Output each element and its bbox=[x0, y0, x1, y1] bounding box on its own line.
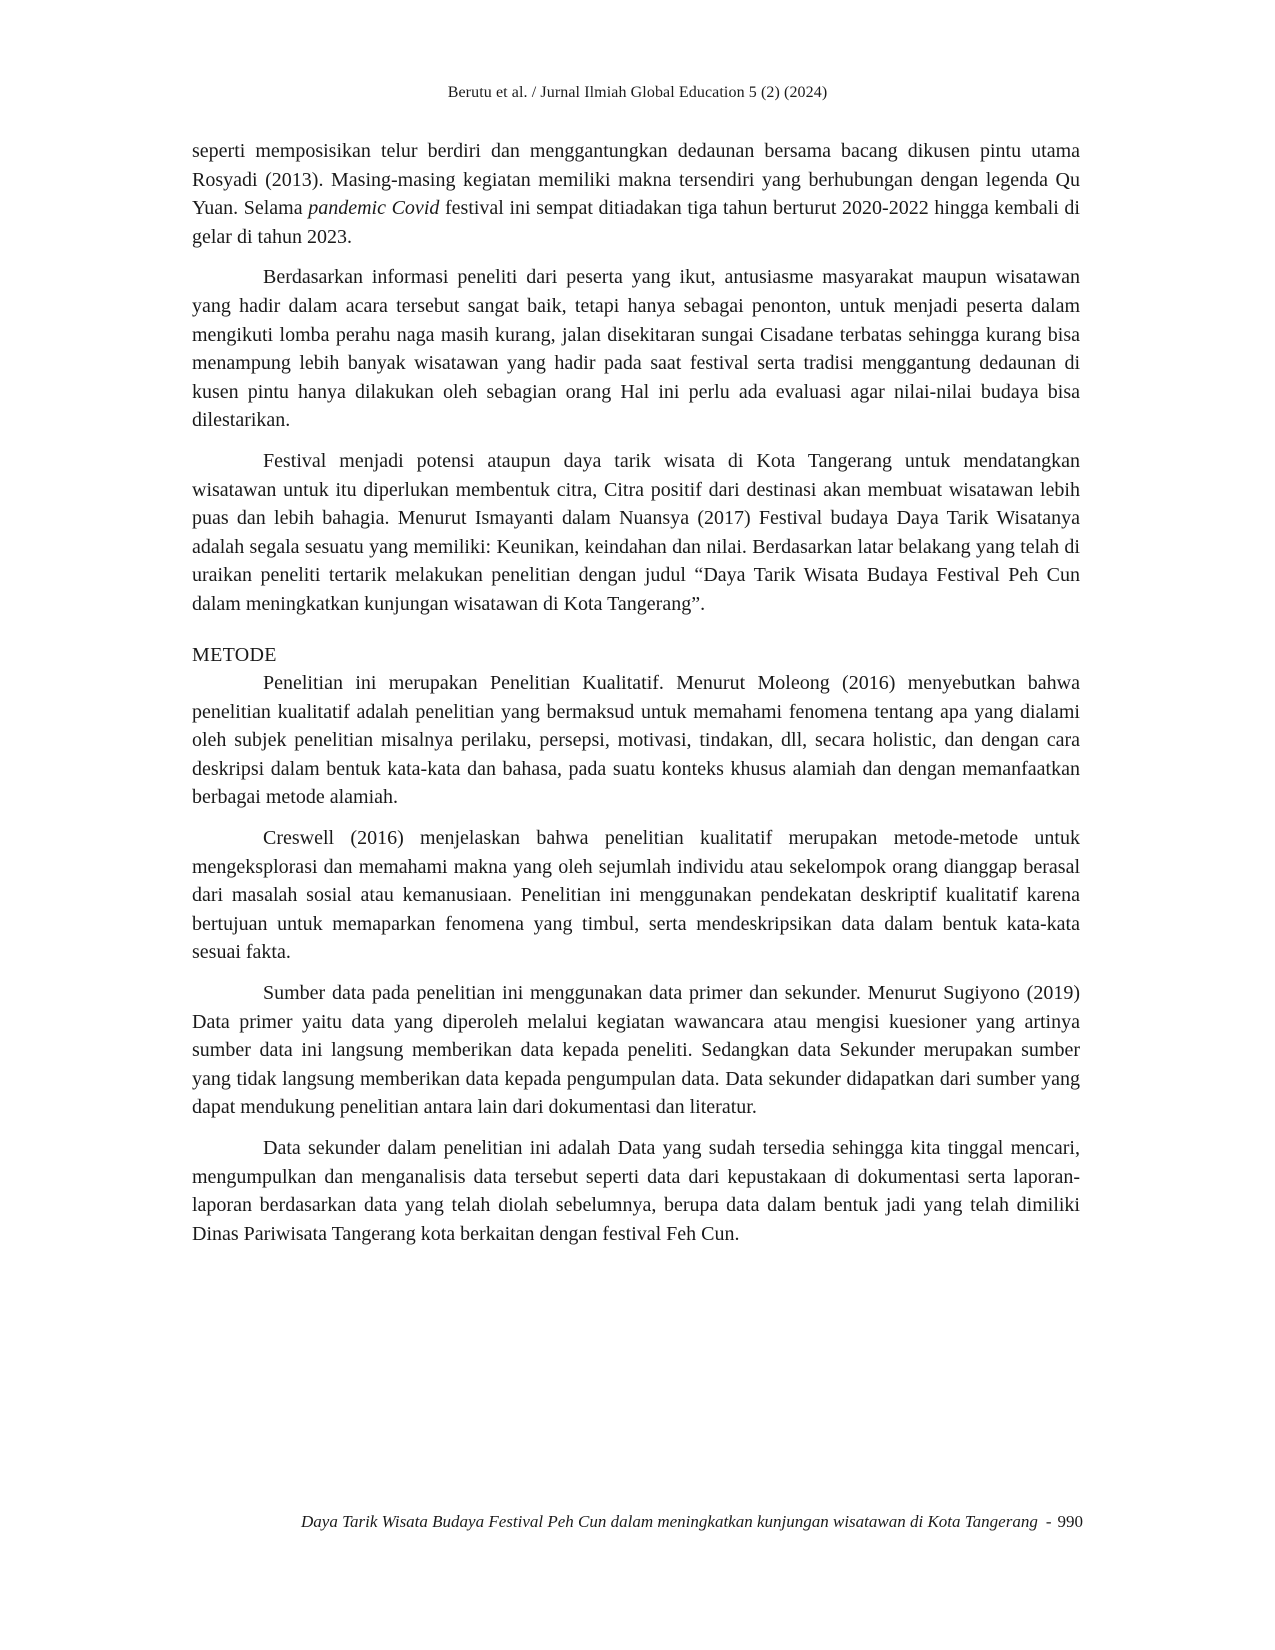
metode-paragraph-4: Data sekunder dalam penelitian ini adalah Data yang sudah tersedia sehingga kita tinggal mencari, mengumpulkan dan menganalisis data tersebut seperti data dari kepustakaan di dokumentasi serta laporan-laporan berdasarkan data yang telah diolah sebelumnya, berupa data dalam bentuk jadi yang telah dimiliki Dinas Pariwisata Tangerang kota berkaitan dengan festival Feh Cun. bbox=[192, 1137, 1080, 1245]
metode-paragraph-3: Sumber data pada penelitian ini menggunakan data primer dan sekunder. Menurut Sugiyono (2019) Data primer yaitu data yang diperoleh melalui kegiatan wawancara atau mengisi kuesioner yang artinya sumber data ini langsung memberikan data kepada peneliti. Sedangkan data Sekunder merupakan sumber yang tidak langsung memberikan data kepada pengumpulan data. Data sekunder didapatkan dari sumber yang dapat mendukung penelitian antara lain dari dokumentasi dan literatur. bbox=[192, 982, 1080, 1119]
intro-paragraph-2: Berdasarkan informasi peneliti dari peserta yang ikut, antusiasme masyarakat maupun wisatawan yang hadir dalam acara tersebut sangat baik, tetapi hanya sebagai penonton, untuk menjadi peserta dalam mengikuti lomba perahu naga masih kurang, jalan disekitaran sungai Cisadane terbatas sehingga kurang bisa menampung lebih banyak wisatawan yang hadir pada saat festival serta tradisi menggantung dedaunan di kusen pintu hanya dilakukan oleh sebagian orang Hal ini perlu ada evaluasi agar nilai-nilai budaya bisa dilestarikan. bbox=[192, 266, 1080, 432]
intro-paragraph-1-text-b: festival ini sempat ditiadakan tiga tahun berturut 2020-2022 hingga kembali di gelar di tahun 2023. bbox=[192, 197, 1080, 248]
intro-paragraph-3: Festival menjadi potensi ataupun daya tarik wisata di Kota Tangerang untuk mendatangkan wisatawan untuk itu diperlukan membentuk citra, Citra positif dari destinasi akan membuat wisatawan lebih puas dan lebih bahagia. Menurut Ismayanti dalam Nuansya (2017) Festival budaya Daya Tarik Wisatanya adalah segala sesuatu yang memiliki: Keunikan, keindahan dan nilai. Berdasarkan latar belakang yang telah di uraikan peneliti tertarik melakukan penelitian dengan judul “Daya Tarik Wisata Budaya Festival Peh Cun dalam meningkatkan kunjungan wisatawan di Kota Tangerang”. bbox=[192, 449, 1080, 615]
section-heading-metode: METODE bbox=[192, 643, 277, 666]
metode-paragraph-1: Penelitian ini merupakan Penelitian Kualitatif. Menurut Moleong (2016) menyebutkan bahwa penelitian kualitatif adalah penelitian yang bermaksud untuk memahami fenomena tentang apa yang dialami oleh subjek penelitian misalnya perilaku, persepsi, motivasi, tindakan, dll, secara holistic, dan dengan cara deskripsi dalam bentuk kata-kata dan bahasa, pada suatu konteks khusus alamiah dan dengan memanfaatkan berbagai metode alamiah. bbox=[192, 672, 1080, 809]
running-header: Berutu et al. / Jurnal Ilmiah Global Education 5 (2) (2024) bbox=[447, 84, 828, 101]
page-content bbox=[192, 137, 1080, 1248]
page-number: 990 bbox=[1057, 1512, 1083, 1531]
section-spacer bbox=[192, 631, 1080, 641]
page-footer bbox=[240, 1512, 1083, 1532]
footer-article-title: Daya Tarik Wisata Budaya Festival Peh Cun dalam meningkatkan kunjungan wisatawan di Kota Tangerang bbox=[301, 1512, 1038, 1531]
intro-paragraph-1-text-a: seperti memposisikan telur berdiri dan menggantungkan dedaunan bersama bacang dikusen pintu utama Rosyadi (2013). Masing-masing kegiatan memiliki makna tersendiri yang berhubungan dengan legenda Qu Yuan. Selama bbox=[192, 140, 1080, 220]
intro-paragraph-1 bbox=[192, 137, 1080, 251]
metode-paragraph-2: Creswell (2016) menjelaskan bahwa penelitian kualitatif merupakan metode-metode untuk mengeksplorasi dan memahami makna yang oleh sejumlah individu atau sekelompok orang dianggap berasal dari masalah sosial atau kemanusiaan. Penelitian ini menggunakan pendekatan deskriptif kualitatif karena bertujuan untuk memaparkan fenomena yang timbul, serta mendeskripsikan data dalam bentuk kata-kata sesuai fakta. bbox=[192, 827, 1080, 964]
footer-separator: - bbox=[1045, 1512, 1052, 1531]
intro-paragraph-1-italic: pandemic Covid bbox=[308, 197, 440, 220]
